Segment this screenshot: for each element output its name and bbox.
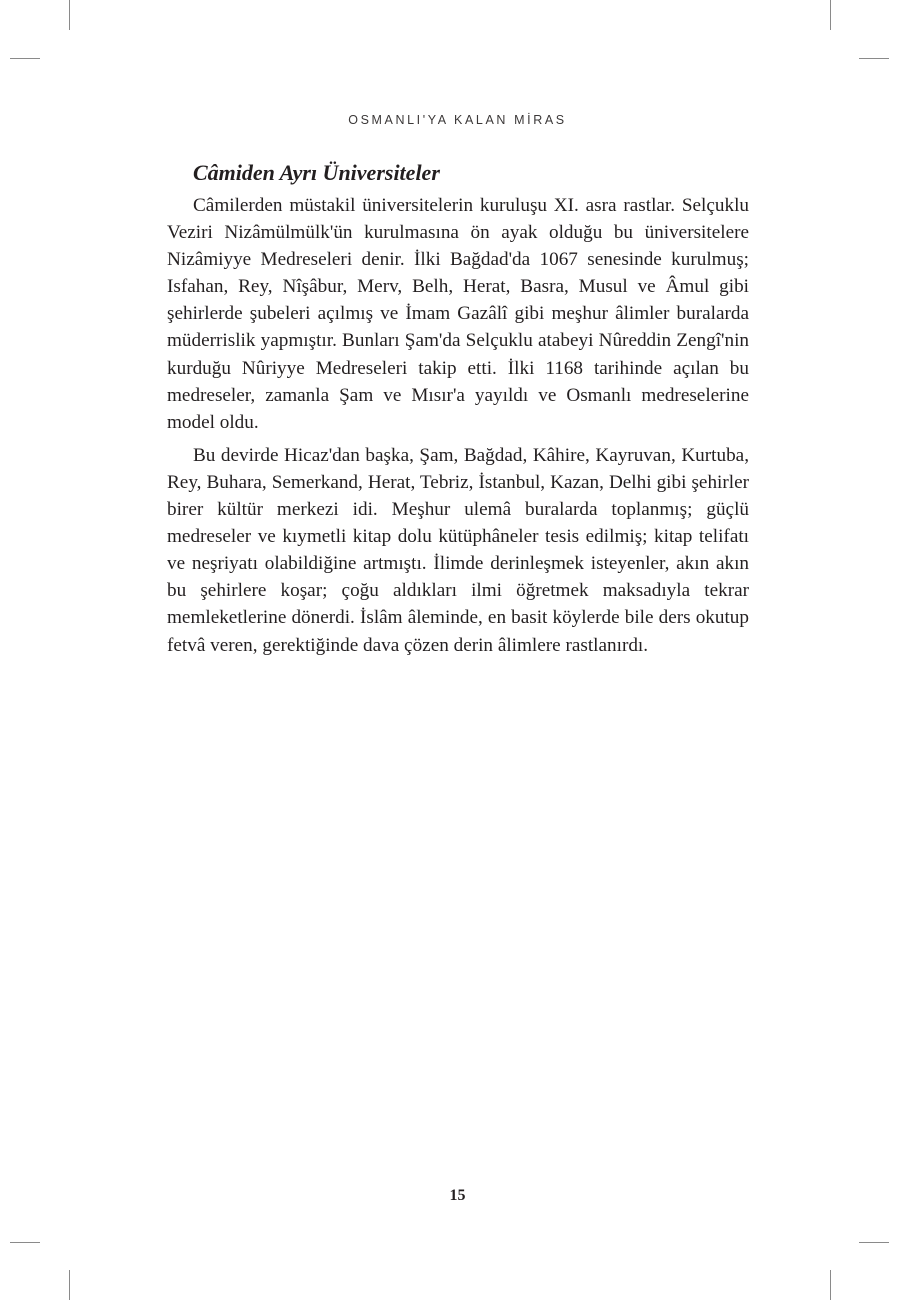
page-body [167,158,749,659]
crop-mark [859,58,889,59]
section-title: Câmiden Ayrı Üniversiteler [193,160,440,185]
page-number: 15 [449,1187,466,1204]
crop-mark [10,1242,40,1243]
paragraph: Câmilerden müstakil üniversitelerin kuruluşu XI. asra rastlar. Selçuklu Veziri Nizâmülmülk'ün kurulmasına ön ayak olduğu bu üniversitelere Nizâmiyye Medreseleri denir. İlki Bağdad'da 1067 senesinde kurulmuş; Isfahan, Rey, Nîşâbur, Merv, Belh, Herat, Basra, Musul ve Âmul gibi şehirlerde şubeleri açılmış ve İmam Gazâlî gibi meşhur âlimler buralarda müderrislik yapmıştır. Bunları Şam'da Selçuklu atabeyi Nûreddin Zengî'nin kurduğu Nûriyye Medreseleri takip etti. İlki 1168 tarihinde açılan bu medreseler, zamanla Şam ve Mısır'a yayıldı ve Osmanlı medreselerine model oldu. [167,195,749,433]
crop-mark [859,1242,889,1243]
crop-mark [830,0,831,30]
crop-mark [10,58,40,59]
crop-mark [69,1270,70,1300]
running-head: OSMANLI'YA KALAN MİRAS [348,113,567,127]
crop-mark [69,0,70,30]
paragraph: Bu devirde Hicaz'dan başka, Şam, Bağdad, Kâhire, Kayruvan, Kurtuba, Rey, Buhara, Semerkand, Herat, Tebriz, İstanbul, Kazan, Delhi gibi şehirler birer kültür merkezi idi. Meşhur ulemâ buralarda toplanmış; güçlü medreseler ve kıymetli kitap dolu kütüphâneler tesis edilmiş; kitap telifatı ve neşriyatı olabildiğine artmıştı. İlimde derinleşmek isteyenler, akın akın bu şehirlere koşar; çoğu aldıkları ilmi öğretmek maksadıyla tekrar memleketlerine dönerdi. İslâm âleminde, en basit köylerde bile ders okutup fetvâ veren, gerektiğinde dava çözen derin âlimlere rastlanırdı. [167,444,749,656]
crop-mark [830,1270,831,1300]
